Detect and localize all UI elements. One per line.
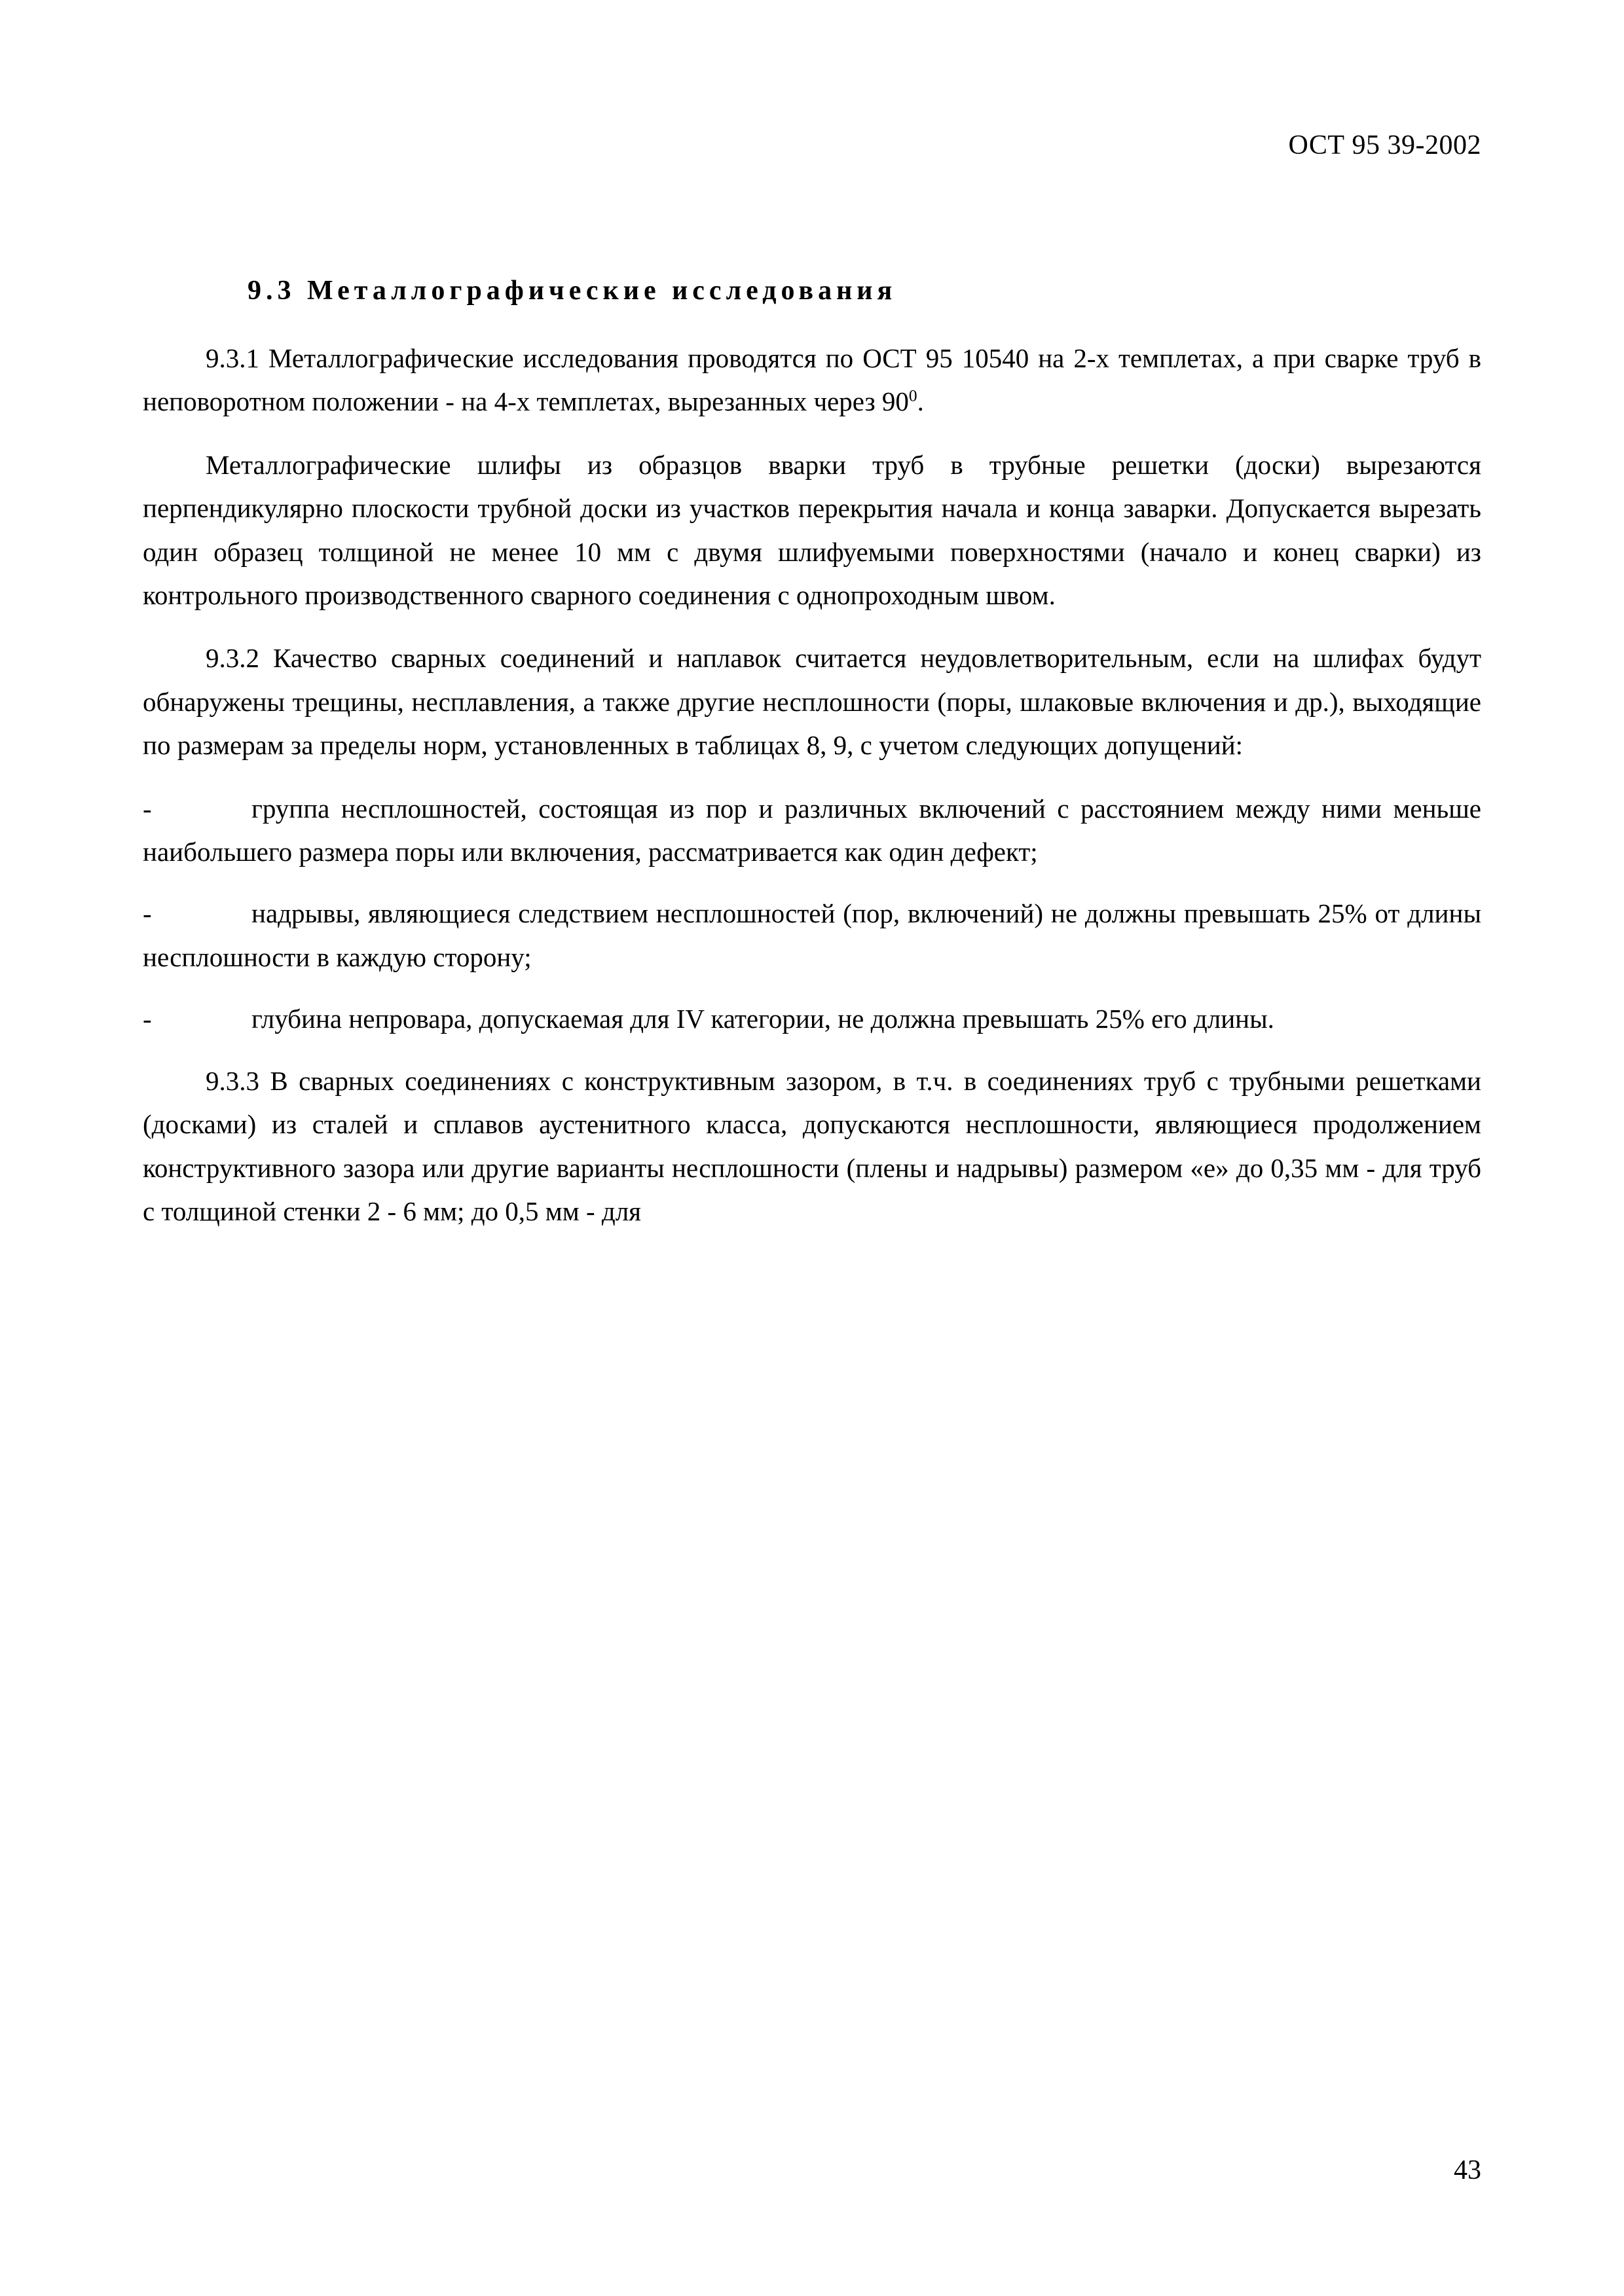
page-content	[143, 275, 1481, 1252]
paragraph-9-3-1-text: 9.3.1 Металлографические исследования проводятся по ОСТ 95 10540 на 2-х темплетах, а при сварке труб в неповоротном положении - на 4-х темплетах, вырезанных через 90	[143, 343, 1481, 417]
section-heading: 9.3 Металлографические исследования	[248, 276, 897, 306]
list-item-3-bullet: -	[143, 1004, 152, 1034]
page-header-code: ОСТ 95 39-2002	[1288, 130, 1481, 160]
page-number: 43	[1454, 2155, 1481, 2185]
list-item-2	[143, 892, 1481, 979]
paragraph-9-3-1	[143, 337, 1481, 424]
list-item-2-bullet: -	[143, 898, 152, 929]
list-item-1-text: группа несплошностей, состоящая из пор и различных включений с расстоянием между ними меньше наибольшего размера поры или включения, рассматривается как один дефект;	[143, 793, 1481, 867]
paragraph-9-3-1-tail: .	[917, 386, 924, 417]
paragraph-9-3-2: 9.3.2 Качество сварных соединений и наплавок считается неудовлетворительным, если на шлифах будут обнаружены трещины, несплавления, а также другие несплошности (поры, шлаковые включения и др.), выходящие по размерам за пределы норм, установленных в таблицах 8, 9, с учетом следующих допущений:	[143, 643, 1481, 761]
degree-superscript: 0	[908, 386, 917, 405]
paragraph-metallographic-sections: Металлографические шлифы из образцов вварки труб в трубные решетки (доски) вырезаются перпендикулярно плоскости трубной доски из участков перекрытия начала и конца заварки. Допускается вырезать один образец толщиной не менее 10 мм с двумя шлифуемыми поверхностями (начало и конец сварки) из контрольного производственного сварного соединения с однопроходным швом.	[143, 449, 1481, 611]
list-item-3-text: глубина непровара, допускаемая для IV категории, не должна превышать 25% его длины.	[251, 1004, 1274, 1034]
list-item-1	[143, 787, 1481, 874]
paragraph-9-3-3: 9.3.3 В сварных соединениях с конструктивным зазором, в т.ч. в соединениях труб с трубными решетками (досками) из сталей и сплавов аустенитного класса, допускаются несплошности, являющиеся продолжением конструктивного зазора или другие варианты несплошности (плены и надрывы) размером «е» до 0,35 мм - для труб с толщиной стенки 2 - 6 мм; до 0,5 мм - для	[143, 1065, 1481, 1226]
list-item-1-bullet: -	[143, 793, 152, 824]
list-item-2-text: надрывы, являющиеся следствием несплошностей (пор, включений) не должны превышать 25% от длины несплошности в каждую сторону;	[143, 898, 1481, 972]
list-item-3	[143, 997, 1481, 1040]
